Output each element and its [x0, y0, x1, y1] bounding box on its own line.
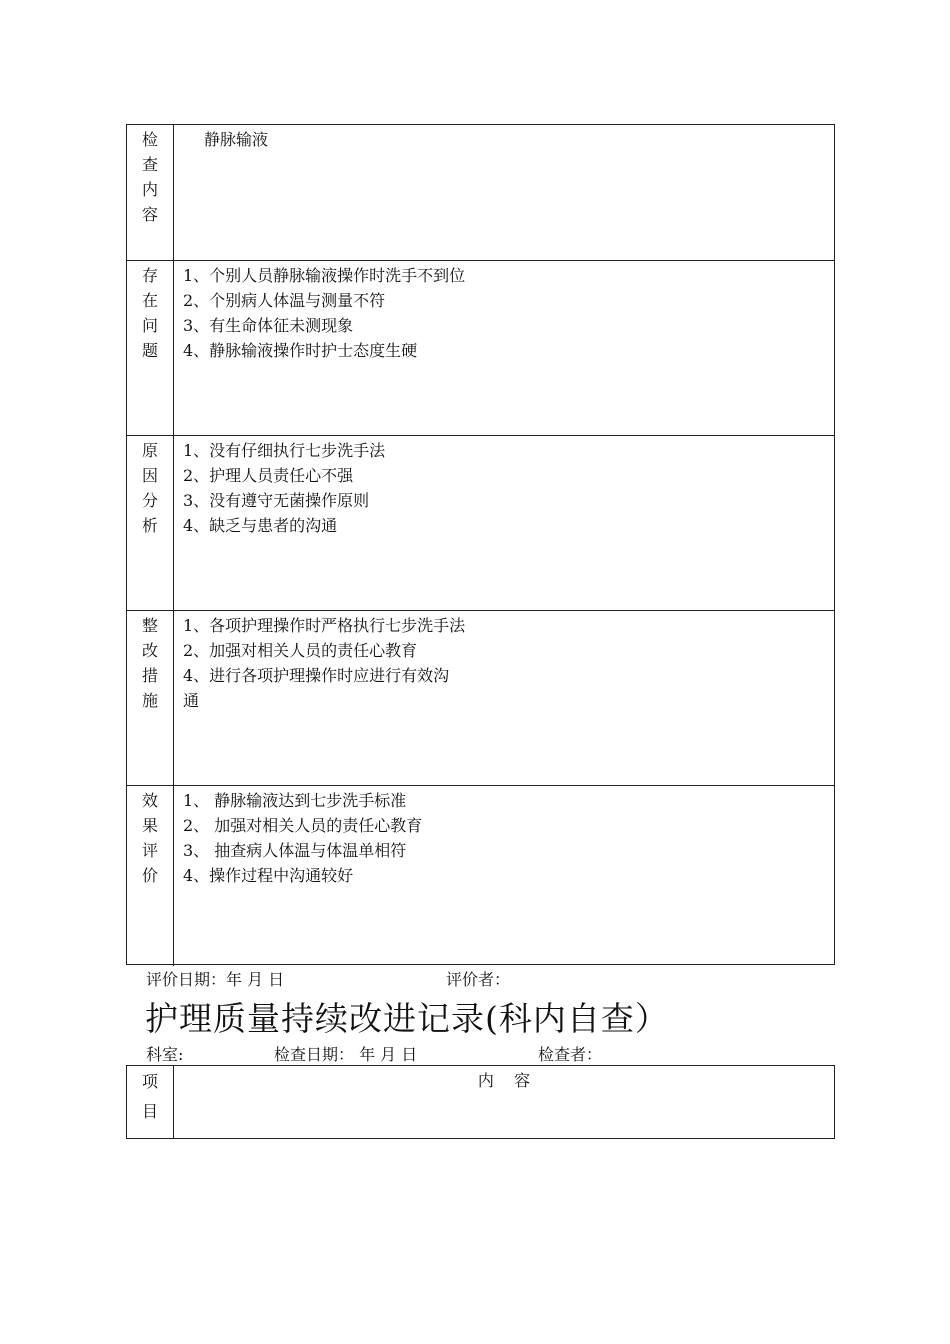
content-line: 4、进行各项护理操作时应进行有效沟	[183, 666, 450, 685]
row-label: 原 因 分 析	[127, 436, 174, 610]
content-line: 3、没有遵守无菌操作原则	[183, 491, 370, 510]
content-line: 静脉输液	[204, 130, 269, 149]
table-row-problems	[127, 260, 834, 435]
inspector-label: 检查者：	[538, 1045, 603, 1064]
content-line: 4、缺乏与患者的沟通	[183, 516, 338, 535]
evaluator: 评价者：	[446, 970, 511, 989]
content-line: 4、操作过程中沟通较好	[183, 866, 354, 885]
content-line: 2、 加强对相关人员的责任心教育	[183, 816, 423, 835]
table-row-inspection-content	[127, 125, 834, 260]
row-content	[204, 127, 826, 152]
row-label: 检 查 内 容	[127, 125, 174, 260]
row-content	[183, 263, 826, 363]
content-line: 2、个别病人体温与测量不符	[183, 291, 386, 310]
second-record-table	[126, 1065, 835, 1139]
record-table	[126, 124, 835, 965]
table-header-row	[127, 1066, 834, 1138]
content-line: 1、 静脉输液达到七步洗手标准	[183, 791, 407, 810]
content-line: 3、 抽查病人体温与体温单相符	[183, 841, 407, 860]
content-line: 4、静脉输液操作时护士态度生硬	[183, 341, 418, 360]
column-header-item: 项 目	[127, 1066, 174, 1138]
content-line: 通	[183, 691, 200, 710]
content-line: 1、个别人员静脉输液操作时洗手不到位	[183, 266, 466, 285]
row-label: 效 果 评 价	[127, 786, 174, 966]
row-label: 存 在 问 题	[127, 261, 174, 435]
content-line: 2、护理人员责任心不强	[183, 466, 354, 485]
row-label: 整 改 措 施	[127, 611, 174, 785]
evaluation-date: 评价日期：年 月 日	[146, 970, 285, 989]
row-content	[183, 438, 826, 538]
page-title: 护理质量持续改进记录(科内自查）	[145, 999, 669, 1038]
content-line: 2、加强对相关人员的责任心教育	[183, 641, 418, 660]
table-row-cause-analysis	[127, 435, 834, 610]
check-date-label: 检查日期： 年 月 日	[274, 1045, 418, 1064]
table-row-corrective-measures	[127, 610, 834, 785]
row-content	[183, 788, 826, 888]
table-row-effect-evaluation	[127, 785, 834, 966]
row-content	[183, 613, 826, 713]
content-line: 3、有生命体征未测现象	[183, 316, 354, 335]
department-label: 科室:	[146, 1045, 184, 1064]
content-line: 1、各项护理操作时严格执行七步洗手法	[183, 616, 466, 635]
column-header-content: 内 容	[477, 1071, 531, 1090]
content-line: 1、没有仔细执行七步洗手法	[183, 441, 386, 460]
